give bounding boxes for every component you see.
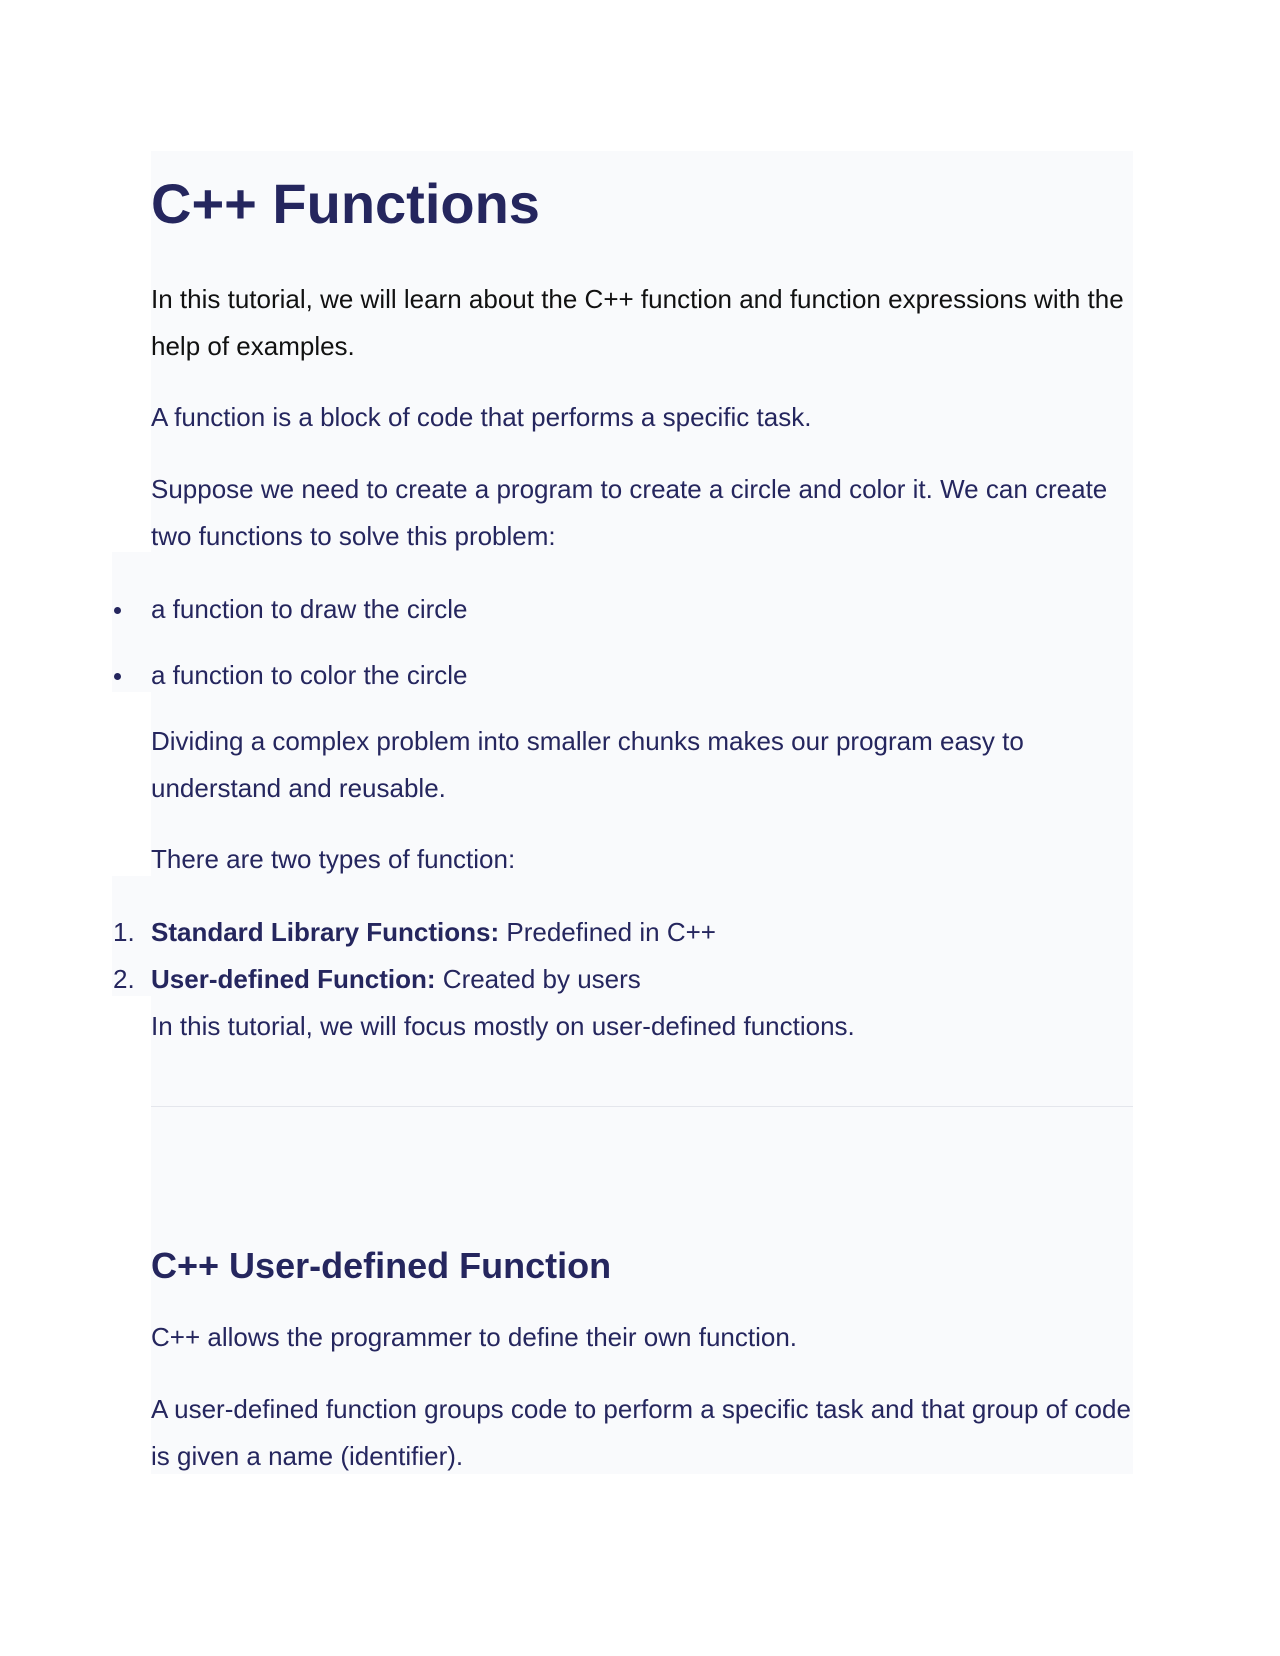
dividing-paragraph: Dividing a complex problem into smaller chunks makes our program easy to understand and reusable. [151, 726, 1024, 803]
definition-paragraph: A function is a block of code that performs a specific task. [151, 402, 812, 432]
bullet-marker [114, 607, 121, 614]
section-paragraph: C++ allows the programmer to define their own function. [151, 1322, 798, 1352]
list-item-term: User-defined Function: [151, 964, 436, 994]
list-item [151, 956, 641, 1003]
list-number: 2. [113, 964, 135, 994]
types-intro-paragraph: There are two types of function: [151, 844, 516, 874]
section-paragraph: A user-defined function groups code to perform a specific task and that group of code is given a name (identifier). [151, 1394, 1131, 1471]
intro-paragraph: In this tutorial, we will learn about the C++ function and function expressions with the help of examples. [151, 284, 1124, 361]
list-item-desc: Created by users [435, 964, 641, 994]
focus-paragraph: In this tutorial, we will focus mostly on user-defined functions. [151, 1011, 855, 1041]
list-item: a function to draw the circle [151, 594, 468, 624]
section-heading: C++ User-defined Function [151, 1245, 612, 1286]
list-number: 1. [113, 917, 135, 947]
bullet-marker [114, 673, 121, 680]
list-item-desc: Predefined in C++ [499, 917, 716, 947]
example-intro-paragraph: Suppose we need to create a program to create a circle and color it. We can create two functions to solve this problem: [151, 474, 1108, 551]
page-title: C++ Functions [151, 172, 540, 235]
bullet-list-background [112, 552, 151, 692]
list-item [151, 909, 716, 956]
section-divider [151, 1106, 1133, 1107]
list-item: a function to color the circle [151, 660, 468, 690]
list-item-term: Standard Library Functions: [151, 917, 500, 947]
